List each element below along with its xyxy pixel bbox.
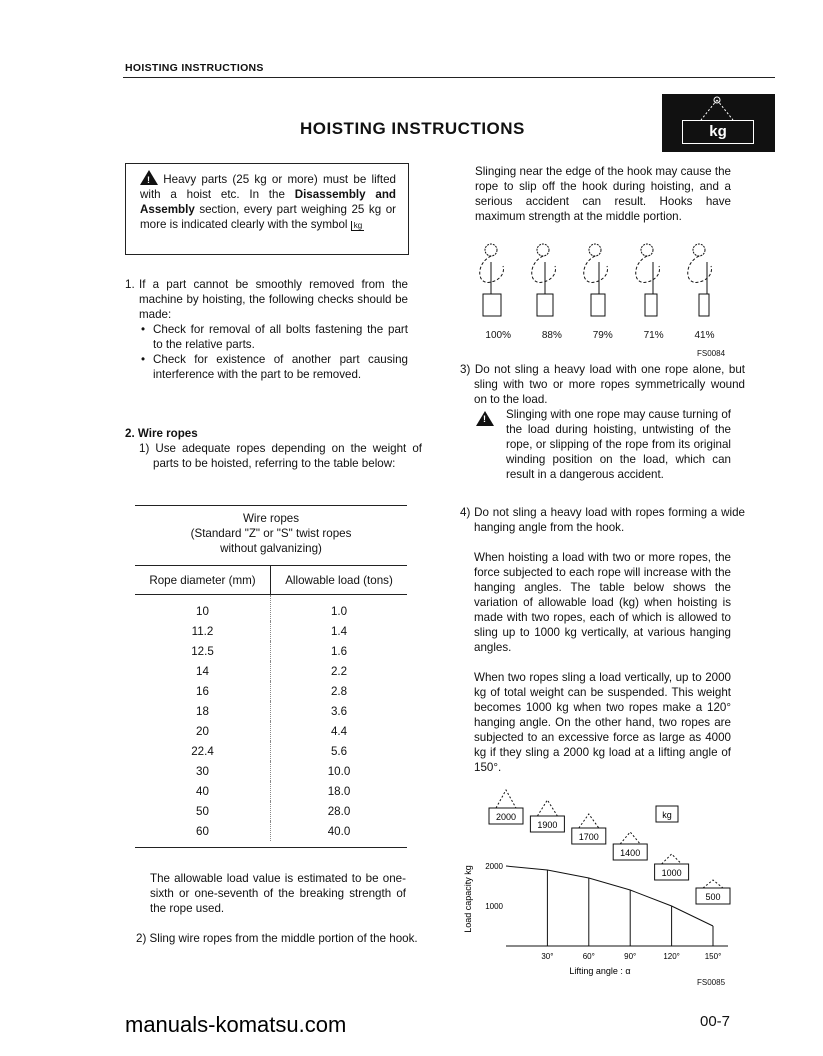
load-capacity-chart <box>460 784 760 990</box>
load-box <box>613 832 647 860</box>
table-note: The allowable load value is estimated to be one-sixth or one-seventh of the breaking strength of the rope used. <box>150 872 406 915</box>
item-number: 1. <box>125 278 135 291</box>
warning-icon <box>476 411 494 426</box>
table-row <box>135 781 407 801</box>
table-row <box>135 741 407 761</box>
y-axis-label: Load capacity kg <box>463 865 473 933</box>
hook-strength-label: 71% <box>643 330 664 341</box>
header-rule <box>123 77 775 78</box>
wire-ropes-instruction: 1) Use adequate ropes depending on the weight of parts to be hoisted, referring to the table below: <box>139 442 422 470</box>
sling-middle-instruction: 2) Sling wire ropes from the middle portion of the hook. <box>136 932 418 945</box>
rope-diameter-cell: 30 <box>135 761 271 781</box>
rope-diameter-cell: 12.5 <box>135 641 271 661</box>
hook-strength-label: 41% <box>694 330 715 341</box>
svg-text:kg: kg <box>662 810 672 820</box>
figure-code: FS0084 <box>697 349 726 358</box>
x-tick-label: 60° <box>582 952 595 961</box>
rope-diameter-cell: 60 <box>135 821 271 841</box>
load-box <box>489 790 523 824</box>
table-row <box>135 681 407 701</box>
load-box <box>530 800 564 832</box>
item-4-paragraph-2: When two ropes sling a load vertically, up to 2000 kg of total weight can be suspended. This weight becomes 1000 kg when two ropes make a 120° hanging angle. On the other hand, two ropes are subjected to an excessive force as large as 4000 kg if they sling a 2000 kg load at a lifting angle of 150°. <box>474 671 731 774</box>
allowable-load-cell: 1.0 <box>330 604 348 618</box>
load-box <box>655 854 689 880</box>
x-tick-label: 90° <box>624 952 637 961</box>
column-header: Allowable load (tons) <box>285 573 393 587</box>
rope-diameter-cell: 50 <box>135 801 271 821</box>
hook-icon <box>532 244 556 316</box>
rope-diameter-cell: 16 <box>135 681 271 701</box>
allowable-load-cell: 5.6 <box>330 744 348 758</box>
x-tick-label: 120° <box>663 952 680 961</box>
hook-strength-label: 88% <box>541 330 562 341</box>
table-row <box>135 801 407 821</box>
allowable-load-cell: 4.4 <box>330 724 348 738</box>
x-tick-label: 30° <box>541 952 554 961</box>
load-value: 1900 <box>537 820 558 830</box>
hook-icon <box>636 244 660 316</box>
load-value: 1700 <box>578 832 599 842</box>
load-box <box>696 880 730 904</box>
bullet: • Check for removal of all bolts fastening the part to the relative parts. <box>153 322 408 352</box>
allowable-load-cell: 18.0 <box>327 784 351 798</box>
running-header: HOISTING INSTRUCTIONS <box>125 62 264 74</box>
load-value: 1000 <box>661 868 682 878</box>
hook-icon <box>688 244 712 316</box>
wire-ropes-heading: 2. Wire ropes <box>125 427 198 440</box>
item-4-paragraph: When hoisting a load with two or more ropes, the force subjected to each rope will increase with the hanging angles. The table below shows the variation of allowable load (kg) when hoisting is made with two ropes, each of which is allowed to sling up to 1000 kg vertically, at various hanging angles. <box>474 551 731 654</box>
allowable-load-cell: 2.8 <box>330 684 348 698</box>
y-tick-label: 2000 <box>485 862 503 871</box>
column-header: Rope diameter (mm) <box>135 566 271 595</box>
rope-diameter-cell: 10 <box>135 595 271 622</box>
table-row <box>135 595 407 622</box>
allowable-load-cell: 1.6 <box>330 644 348 658</box>
table-row <box>135 661 407 681</box>
table-row <box>135 721 407 741</box>
page-number: 00-7 <box>700 1013 731 1030</box>
table-row <box>135 821 407 841</box>
y-tick-label: 1000 <box>485 902 503 911</box>
table-row <box>135 761 407 781</box>
figure-code: FS0085 <box>697 978 726 987</box>
item-3: 3) Do not sling a heavy load with one rope alone, but sling with two or more ropes symmetrically wound on to the load. <box>460 363 745 406</box>
rope-diameter-cell: 14 <box>135 661 271 681</box>
x-axis-label: Lifting angle : α <box>569 966 631 976</box>
item-1-text: If a part cannot be smoothly removed from the machine by hoisting, the following checks should be made: <box>139 278 408 321</box>
allowable-load-cell: 10.0 <box>327 764 351 778</box>
hook-strength-figure <box>465 242 735 317</box>
hook-edge-paragraph: Slinging near the edge of the hook may cause the rope to slip off the hook during hoisting, and a serious accident can result. Hooks have maximum strength at the middle portion. <box>475 165 731 223</box>
hook-icon <box>584 244 608 316</box>
kg-legend-icon <box>656 806 678 822</box>
kg-label: kg <box>682 120 754 144</box>
wire-rope-table <box>135 505 407 848</box>
hook-strength-labels <box>470 330 730 341</box>
load-value: 1400 <box>620 848 641 858</box>
page-title: HOISTING INSTRUCTIONS <box>300 119 525 138</box>
x-tick-label: 150° <box>704 952 722 961</box>
warning-text: Heavy parts (25 kg or more) must be lifted with a hoist etc. In the <box>140 173 397 201</box>
allowable-load-cell: 2.2 <box>330 664 348 678</box>
table-caption: Wire ropes <box>242 512 300 525</box>
load-value: 500 <box>705 892 721 902</box>
allowable-load-cell: 40.0 <box>327 824 351 838</box>
kg-hoist-symbol <box>662 94 775 152</box>
table-row <box>135 641 407 661</box>
allowable-load-cell: 3.6 <box>330 704 348 718</box>
table-row <box>135 701 407 721</box>
table-caption: without galvanizing) <box>220 542 322 555</box>
rope-diameter-cell: 20 <box>135 721 271 741</box>
item-1 <box>125 277 408 382</box>
item-3-warning: Slinging with one rope may cause turning of the load during hoisting, untwisting of the rope, or slipping of the rope from its original winding position on the load, which can result in a dangerous accident. <box>506 408 731 481</box>
table-row <box>135 621 407 641</box>
allowable-load-cell: 1.4 <box>330 624 348 638</box>
load-value: 2000 <box>495 812 517 822</box>
hoist-symbol-icon: kg <box>351 221 364 231</box>
rope-diameter-cell: 18 <box>135 701 271 721</box>
rope-diameter-cell: 11.2 <box>135 621 271 641</box>
watermark: manuals-komatsu.com <box>125 1012 347 1037</box>
warning-bold: Disassembly and Assembly <box>140 188 396 216</box>
warning-box <box>125 163 409 255</box>
item-4: 4) Do not sling a heavy load with ropes forming a wide hanging angle from the hook. <box>460 506 745 534</box>
rope-diameter-cell: 40 <box>135 781 271 801</box>
hook-icon <box>480 244 504 316</box>
bullet: • Check for existence of another part causing interference with the part to be removed. <box>153 352 408 382</box>
load-box <box>572 814 606 844</box>
allowable-load-cell: 28.0 <box>327 804 351 818</box>
warning-icon <box>140 170 158 185</box>
table-caption: (Standard "Z" or "S" twist ropes <box>190 527 352 540</box>
rope-diameter-cell: 22.4 <box>135 741 271 761</box>
hook-strength-label: 100% <box>485 330 511 341</box>
warning-text-2: section, every part weighing 25 kg or more is indicated clearly with the symbol <box>140 203 396 231</box>
hook-strength-label: 79% <box>592 330 613 341</box>
